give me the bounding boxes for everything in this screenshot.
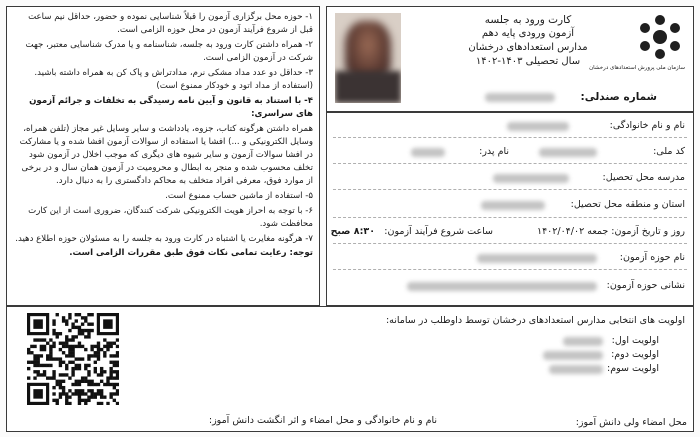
rule-7: ۷- هرگونه مغایرت یا اشتباه در کارت ورود به جلسه را به مسئولان حوزه اطلاع دهید. (15, 233, 313, 244)
national-code-label: کد ملی: (653, 146, 685, 157)
exam-date-label: روز و تاریخ آزمون: جمعه ۱۴۰۲/۰۴/۰۲ (536, 226, 685, 237)
card-title: کارت ورود به جلسه (484, 14, 572, 26)
header-panel (326, 6, 694, 112)
exam-center-label: نام حوزه آزمون: (619, 252, 685, 263)
rule-4-heading: ۴- با استناد به قانون و آیین نامه رسیدگی به تخلفات و جرائم آزمون های سراسری: (29, 95, 313, 119)
priorities-heading: اولویت های انتخابی مدارس استعدادهای درخشان توسط داوطلب در سامانه: (385, 315, 685, 326)
school-value-redacted (493, 174, 569, 183)
school-label: مدرسه محل تحصیل: (602, 172, 685, 183)
national-code-value-redacted (539, 148, 597, 157)
province-region-value-redacted (481, 201, 545, 210)
priority-3-label: اولویت سوم: (607, 363, 659, 374)
logo-caption: سازمان ملی پرورش استعدادهای درخشان (589, 65, 685, 71)
guardian-signature-label: محل امضاء ولی دانش آموز: (575, 417, 687, 428)
full-name-value-redacted (507, 122, 569, 131)
rule-3: ۳- حداقل دو عدد مداد مشکی نرم، مدادتراش و پاک کن به همراه داشته باشید. (استفاده از مداد اتود و خودکار ممنوع است) (34, 67, 313, 92)
card-title-block (423, 13, 633, 69)
father-name-label: نام پدر: (479, 146, 509, 157)
student-signature-label: نام و نام خانوادگی و محل امضاء و اثر انگشت دانش آموز: (208, 415, 437, 426)
start-time-label: ساعت شروع فرآیند آزمون: (384, 226, 493, 237)
organization-logo-icon (589, 13, 685, 71)
schools-name: مدارس استعدادهای درخشان (468, 42, 588, 53)
priority-2-label: اولویت دوم: (611, 349, 659, 360)
rule-2: ۲- همراه داشتن کارت ورود به جلسه، شناسنامه و یا مدرک شناسایی معتبر، جهت شرکت در آزمون الزامی است. (25, 39, 313, 64)
academic-year: سال تحصیلی ۱۴۰۳-۱۴۰۲ (475, 56, 581, 67)
priority-1-value-redacted (563, 337, 603, 346)
rules-note: توجه: رعایت تمامی نکات فوق طبق مقررات الزامی است. (69, 248, 313, 259)
student-photo (335, 13, 401, 103)
rules-panel (6, 6, 320, 306)
rule-4-body: همراه داشتن هرگونه کتاب، جزوه، یادداشت و سایر وسایل غیر مجاز (تلفن همراه، وسایل الکترونیکی و ...) افشا یا استفاده از سوالات آزمون افشا شده و یا مشارکت در افشا سوالات آزمون و سایر شیوه های دیگری که موجب اخلال در آزمون شود تخلف محسوب شده و منجر به ابطال و محرومیت در آزمون همان سال و در برخی از موارد فوق، معرفی افراد متخلف به محاکم دادگستری را به دنبال دارد. (19, 123, 313, 187)
full-name-label: نام و نام خانوادگی: (609, 120, 685, 131)
rule-1: ۱- حوزه محل برگزاری آزمون را قبلاً شناسایی نموده و حضور، حداقل نیم ساعت قبل از شروع فرآیند آزمون در محل حوزه الزامی است. (28, 12, 313, 36)
student-info-panel (326, 112, 694, 306)
province-region-label: استان و منطقه محل تحصیل: (570, 199, 685, 210)
seat-number-value-redacted (485, 93, 555, 102)
priority-3-value-redacted (549, 365, 603, 374)
rule-6: ۶- با توجه به احراز هویت الکترونیکی شرکت کنندگان، ضروری است از این کارت محافظت شود. (28, 205, 313, 230)
priority-2-value-redacted (543, 351, 603, 360)
qr-code (27, 313, 119, 405)
rule-5: ۵- استفاده از ماشین حساب ممنوع است. (165, 191, 313, 202)
exam-center-value-redacted (477, 254, 597, 263)
center-address-label: نشانی حوزه آزمون: (606, 280, 685, 291)
start-time-value: ۸:۳۰ صبح (330, 226, 375, 237)
priority-1-label: اولویت اول: (611, 335, 659, 346)
exam-name: آزمون ورودی پایه دهم (481, 28, 575, 39)
father-name-value-redacted (411, 148, 445, 157)
seat-number-label: شماره صندلی: (580, 91, 657, 103)
center-address-value-redacted (407, 282, 597, 291)
priorities-panel (6, 306, 694, 432)
